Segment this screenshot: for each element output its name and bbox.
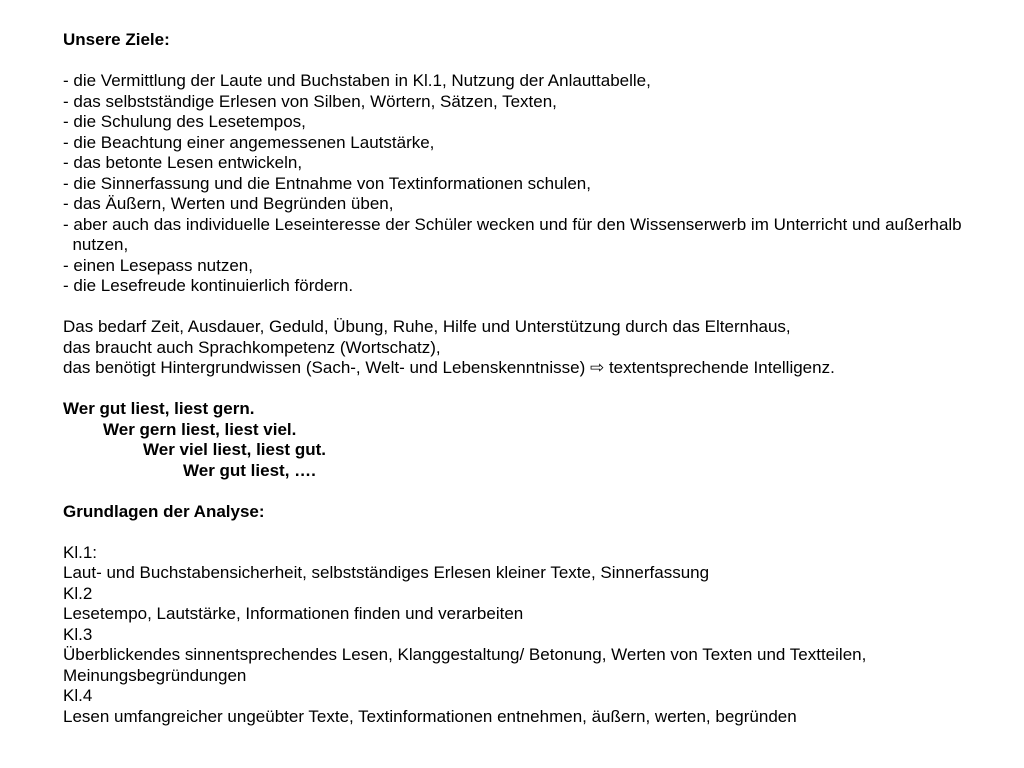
text-line: Das bedarf Zeit, Ausdauer, Geduld, Übung, Ruhe, Hilfe und Unterstützung durch das Elternhaus, bbox=[63, 317, 791, 336]
text-line bbox=[63, 51, 1004, 72]
text-line: Lesetempo, Lautstärke, Informationen finden und verarbeiten bbox=[63, 604, 524, 623]
text-line: das braucht auch Sprachkompetenz (Wortschatz), bbox=[63, 337, 441, 357]
text-line: Wer gut liest, liest gern. bbox=[63, 399, 255, 418]
text-line: Unsere Ziele: bbox=[63, 30, 170, 49]
text-line: - das Äußern, Werten und Begründen üben, bbox=[63, 194, 394, 213]
text-line: Lesen umfangreicher ungeübter Texte, Textinformationen entnehmen, äußern, werten, begründen bbox=[63, 706, 797, 726]
text-line: Überblickendes sinnentsprechendes Lesen, Klanggestaltung/ Betonung, Werten von Texten und Textteilen, bbox=[63, 645, 867, 664]
text-line: Kl.4 bbox=[63, 686, 93, 705]
text-line: Wer gut liest, …. bbox=[183, 460, 316, 480]
text-line: Grundlagen der Analyse: bbox=[63, 501, 265, 521]
slide-text-block bbox=[63, 30, 1004, 727]
text-line bbox=[63, 522, 1004, 543]
text-line: Kl.3 bbox=[63, 624, 93, 644]
text-line: - die Vermittlung der Laute und Buchstaben in Kl.1, Nutzung der Anlauttabelle, bbox=[63, 71, 651, 90]
text-line: Wer gern liest, liest viel. bbox=[103, 419, 297, 439]
text-line: - aber auch das individuelle Leseinteresse der Schüler wecken und für den Wissenserwerb im Unterricht und außerhalb bbox=[63, 214, 962, 234]
text-line: - die Beachtung einer angemessenen Lautstärke, bbox=[63, 132, 435, 152]
text-line: - das selbstständige Erlesen von Silben, Wörtern, Sätzen, Texten, bbox=[63, 91, 557, 111]
text-line: Kl.2 bbox=[63, 583, 93, 603]
text-line: - einen Lesepass nutzen, bbox=[63, 255, 253, 275]
text-line: - die Schulung des Lesetempos, bbox=[63, 112, 306, 131]
text-line: das benötigt Hintergrundwissen (Sach-, Welt- und Lebenskenntnisse) ⇨ textentsprechende Intelligenz. bbox=[63, 358, 835, 377]
text-line: Wer viel liest, liest gut. bbox=[143, 440, 326, 459]
text-line bbox=[63, 379, 1004, 400]
text-line: - das betonte Lesen entwickeln, bbox=[63, 153, 303, 172]
text-line bbox=[63, 481, 1004, 502]
text-line: - die Lesefreude kontinuierlich fördern. bbox=[63, 276, 354, 295]
text-line: - die Sinnerfassung und die Entnahme von Textinformationen schulen, bbox=[63, 173, 591, 193]
text-line: Laut- und Buchstabensicherheit, selbstständiges Erlesen kleiner Texte, Sinnerfassung bbox=[63, 563, 710, 582]
text-line: Meinungsbegründungen bbox=[63, 665, 247, 685]
text-line: Kl.1: bbox=[63, 542, 98, 562]
text-line: nutzen, bbox=[63, 235, 129, 254]
text-line bbox=[63, 297, 1004, 318]
